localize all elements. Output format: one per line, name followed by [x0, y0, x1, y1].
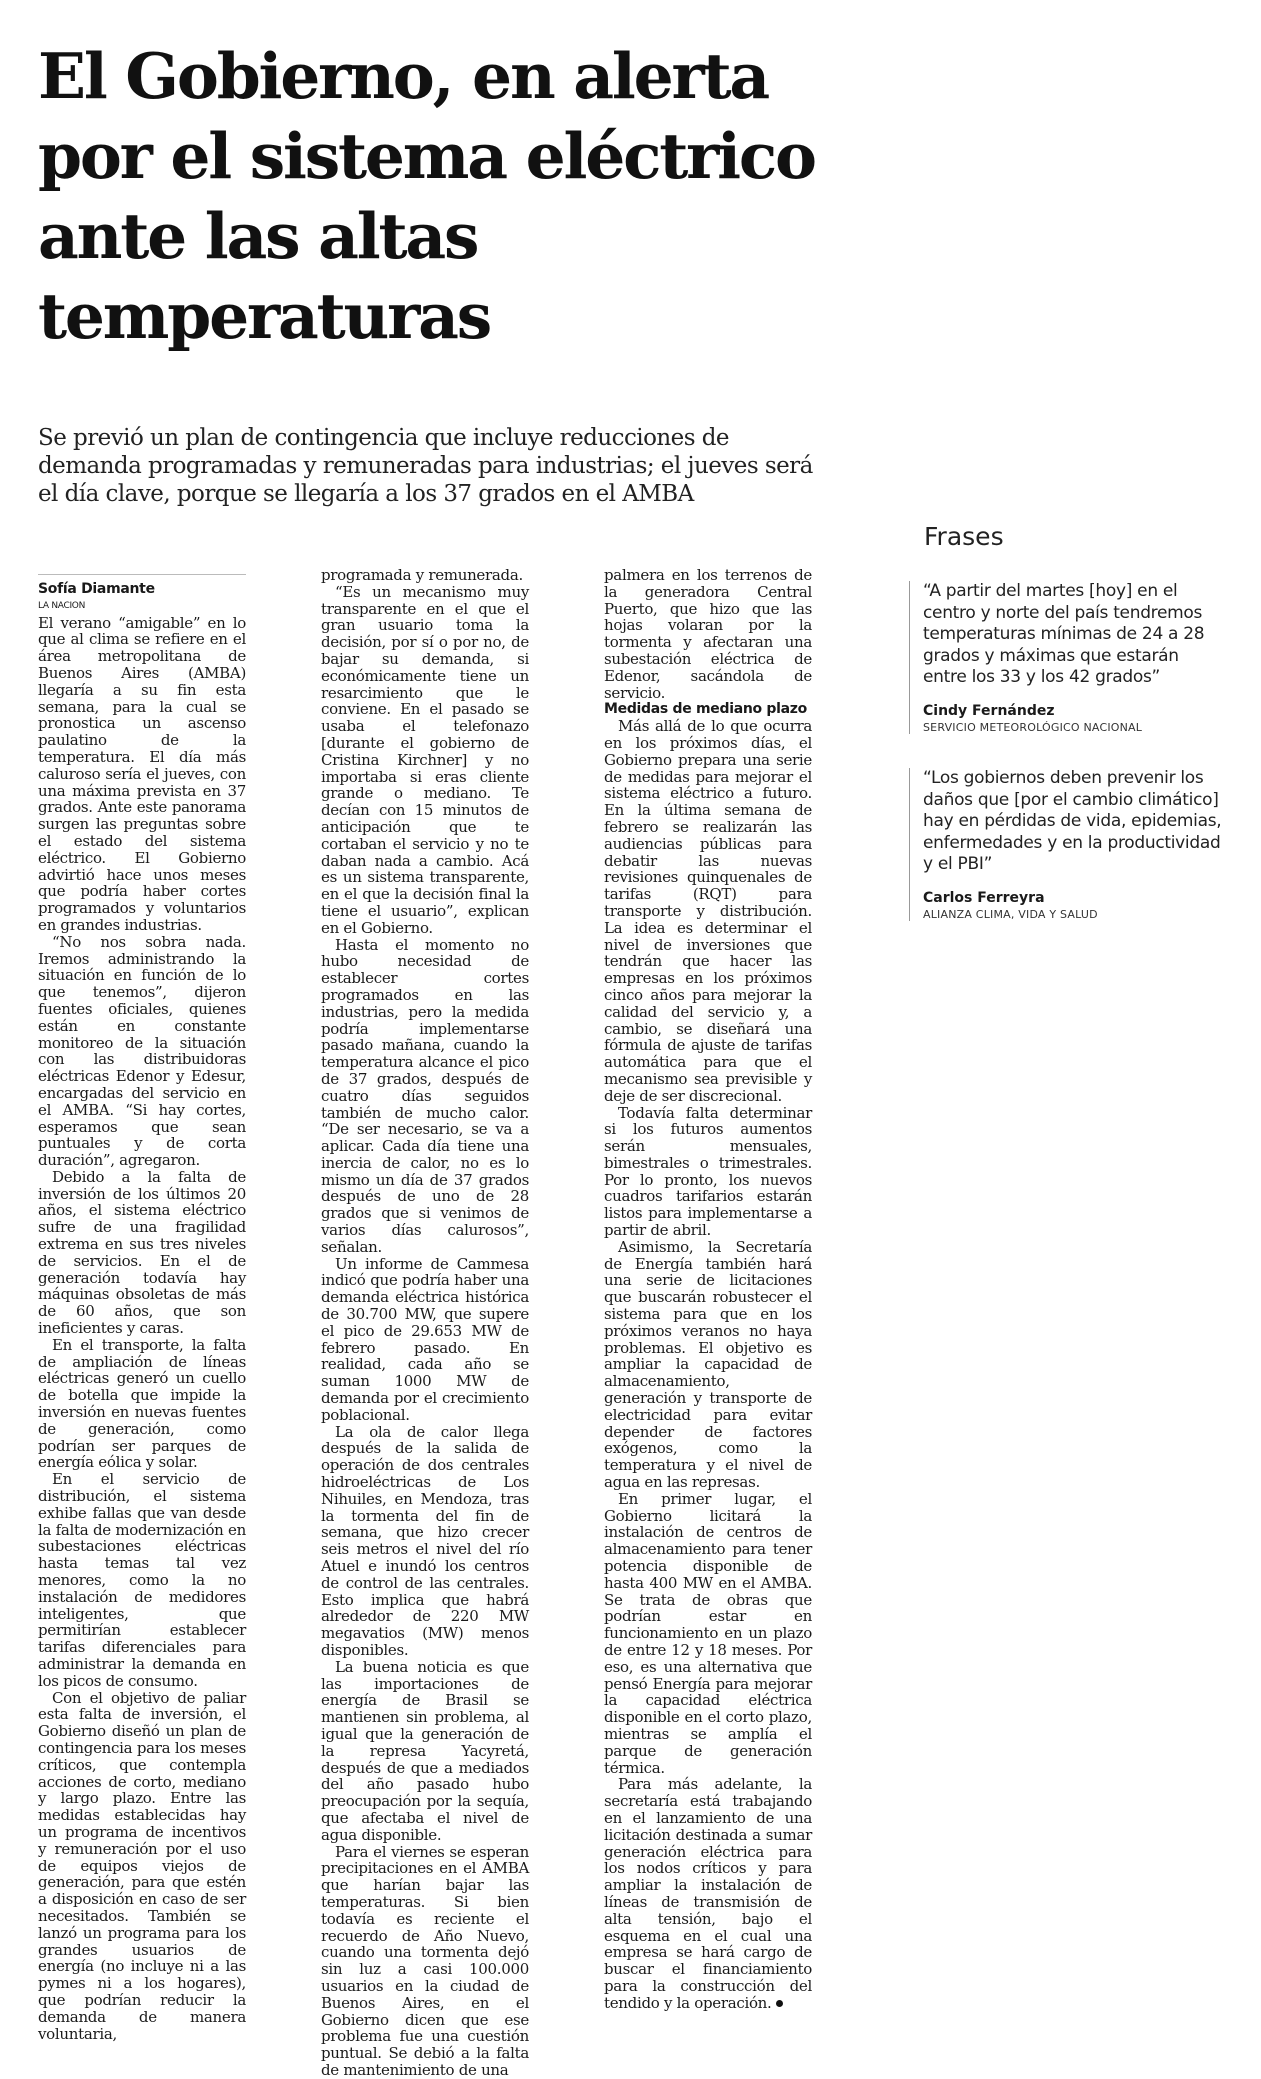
paragraph: “No nos sobra nada. Iremos administrando la situación en función de lo que tenemos”, dijeron fuentes oficiales, quienes están en constante monitoreo de la situación con las distribuidoras eléctricas Edenor y Edesur, encargadas del servicio en el AMBA. “Si hay cortes, esperamos que sean puntuales y de corta duración”, agregaron.	[38, 932, 246, 1170]
quote-org: SERVICIO METEOROLÓGICO NACIONAL	[923, 720, 1143, 734]
paragraph: programada y remunerada.	[321, 566, 523, 584]
byline-name: Sofía Diamante	[38, 581, 155, 597]
paragraph: Para el viernes se esperan precipitaciones en el AMBA que harían bajar las temperaturas. Si bien todavía es reciente el recuerdo de Año Nuevo, cuando una tormenta dejó sin luz a casi 100.000 usuarios en la ciudad de Buenos Aires, en el Gobierno dicen que ese problema fue una cuestión puntual. Se debió a la falta de mantenimiento de una	[321, 1842, 529, 2079]
byline-org: LA NACION	[38, 600, 86, 611]
paragraph: Todavía falta determinar si los futuros aumentos serán mensuales, bimestrales o trimestrales. Por lo pronto, los nuevos cuadros tarifarios estarán listos para implementarse a partir de abril.	[604, 1103, 812, 1240]
paragraph: La buena noticia es que las importaciones de energía de Brasil se mantienen sin problema, al igual que la generación de la represa Yacyretá, después de que a mediados del año pasado hubo preocupación por la sequía, que afectaba el nivel de agua disponible.	[321, 1657, 529, 1844]
column-1	[38, 574, 246, 2042]
paragraph: En primer lugar, el Gobierno licitará la instalación de centros de almacenamiento para tener potencia disponible de hasta 400 MW en el AMBA. Se trata de obras que podrían estar en funcionamiento en un plazo de entre 12 y 18 meses. Por eso, es una alternativa que pensó Energía para mejorar la capacidad eléctrica disponible en el corto plazo, mientras se amplía el parque de generación térmica.	[604, 1489, 812, 1777]
paragraph: Con el objetivo de paliar esta falta de inversión, el Gobierno diseñó un plan de contingencia para los meses críticos, que contempla acciones de corto, mediano y largo plazo. Entre las medidas establecidas hay un programa de incentivos y remuneración por el uso de equipos viejos de generación, para que estén a disposición en caso de ser necesitados. También se lanzó un programa para los grandes usuarios de energía (no incluye ni a las pymes ni a los hogares), que podrían reducir la demanda de manera voluntaria,	[38, 1688, 246, 2043]
quote-text: “Los gobiernos deben prevenir los daños que [por el cambio climático] hay en pérdidas de vida, epidemias, enfermedades y en la productividad y el PBI”	[923, 768, 1222, 874]
dek: Se previó un plan de contingencia que incluye reducciones de demanda programadas y remuneradas para industrias; el jueves será el día clave, porque se llegaría a los 37 grados en el AMBA	[38, 425, 813, 507]
headline: El Gobierno, en alerta por el sistema eléctrico ante las altas temperaturas	[38, 39, 815, 353]
paragraph: Más allá de lo que ocurra en los próximos días, el Gobierno prepara una serie de medidas para mejorar el sistema eléctrico a futuro. En la última semana de febrero se realizarán las audiencias públicas para debatir las nuevas revisiones quinquenales de tarifas (RQT) para transporte y distribución. La idea es determinar el nivel de inversiones que tendrán que hacer las empresas en los próximos cinco años para mejorar la calidad del servicio y, a cambio, se diseñará una fórmula de ajuste de tarifas automática para que el mecanismo sea previsible y deje de ser discrecional.	[604, 717, 812, 1105]
paragraph: Debido a la falta de inversión de los últimos 20 años, el sistema eléctrico sufre de una fragilidad extrema en sus tres niveles de servicios. En el de generación todavía hay máquinas obsoletas de más de 60 años, que son ineficientes y caras.	[38, 1167, 246, 1338]
column-3	[604, 567, 812, 2012]
frases-title: Frases	[924, 522, 1004, 551]
paragraph: La ola de calor llega después de la salida de operación de dos centrales hidroeléctricas de Los Nihuiles, en Mendoza, tras la tormenta del fin de semana, que hizo crecer seis metros el nivel del río Atuel e inundó los centros de control de las centrales. Esto implica que habrá alrededor de 220 MW megavatios (MW) menos disponibles.	[321, 1422, 529, 1659]
paragraph: El verano “amigable” en lo que al clima se refiere en el área metropolitana de Buenos Aires (AMBA) llegaría a su fin esta semana, para la cual se pronostica un ascenso paulatino de la temperatura. El día más caluroso sería el jueves, con una máxima prevista en 37 grados. Ante este panorama surgen las preguntas sobre el estado del sistema eléctrico. El Gobierno advirtió hace unos meses que podría haber cortes programados y voluntarios en grandes industrias.	[38, 613, 246, 934]
quote-block	[909, 768, 1223, 921]
paragraph: Un informe de Cammesa indicó que podría haber una demanda eléctrica histórica de 30.700 MW, que supere el pico de 29.653 MW de febrero pasado. En realidad, cada año se suman 1000 MW de demanda por el crecimiento poblacional.	[321, 1254, 529, 1424]
paragraph: En el transporte, la falta de ampliación de líneas eléctricas generó un cuello de botella que impide la inversión en nuevas fuentes de generación, como podrían ser parques de energía eólica y solar.	[38, 1335, 246, 1472]
paragraph: palmera en los terrenos de la generadora Central Puerto, que hizo que las hojas volaran por la tormenta y afectaran una subestación eléctrica de Edenor, sacándola de servicio.	[604, 566, 812, 702]
paragraph-text: Para más adelante, la secretaría está trabajando en el lanzamiento de una licitación destinada a sumar generación eléctrica para los nodos críticos y para ampliar la instalación de líneas de transmisión de alta tensión, bajo el esquema en el cual una empresa se hará cargo de buscar el financiamiento para la construcción del tendido y la operación.	[604, 1775, 812, 2012]
paragraph-last	[604, 1776, 812, 2011]
quote-org: ALIANZA CLIMA, VIDA Y SALUD	[923, 907, 1098, 921]
quote-author: Carlos Ferreyra	[923, 889, 1045, 906]
paragraph: En el servicio de distribución, el sistema exhibe fallas que van desde la falta de modernización en subestaciones eléctricas hasta temas tal vez menores, como la no instalación de medidores inteligentes, que permitirían establecer tarifas diferenciales para administrar la demanda en los picos de consumo.	[38, 1470, 246, 1690]
end-mark-icon	[776, 2000, 783, 2007]
quote-text: “A partir del martes [hoy] en el centro y norte del país tendremos temperaturas mínimas de 24 a 28 grados y máximas que estarán entre los 33 y los 42 grados”	[923, 581, 1205, 687]
paragraph: Hasta el momento no hubo necesidad de establecer cortes programados en las industrias, pero la medida podría implementarse pasado mañana, cuando la temperatura alcance el pico de 37 grados, después de cuatro días seguidos también de mucho calor. “De ser necesario, se va a aplicar. Cada día tiene una inercia de calor, no es lo mismo un día de 37 grados después de uno de 28 grados que si venimos de varios días calurosos”, señalan.	[321, 935, 529, 1256]
subhead: Medidas de mediano plazo	[604, 701, 807, 718]
quote-block	[909, 581, 1223, 734]
column-2	[321, 567, 529, 2079]
paragraph: “Es un mecanismo muy transparente en el que el gran usuario toma la decisión, por sí o por no, de bajar su demanda, si económicamente tiene un resarcimiento que le conviene. En el pasado se usaba el telefonazo [durante el gobierno de Cristina Kirchner] y no importaba si eras cliente grande o mediano. Te decían con 15 minutos de anticipación que te cortaban el servicio y no te daban nada a cambio. Acá es un sistema transparente, en el que la decisión final la tiene el usuario”, explican en el Gobierno.	[321, 582, 529, 937]
paragraph: Asimismo, la Secretaría de Energía también hará una serie de licitaciones que buscarán robustecer el sistema para que en los próximos veranos no haya problemas. El objetivo es ampliar la capacidad de almacenamiento, generación y transporte de electricidad para evitar depender de factores exógenos, como la temperatura y el nivel de agua en las represas.	[604, 1237, 812, 1492]
quote-author: Cindy Fernández	[923, 702, 1055, 719]
